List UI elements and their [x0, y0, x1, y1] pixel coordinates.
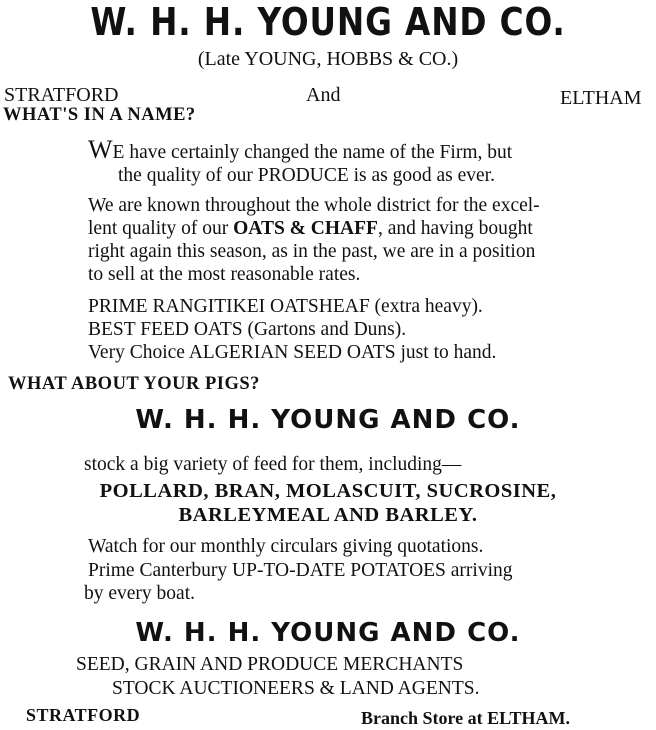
paragraph-text: We are known throughout the whole district for the excel- — [88, 195, 540, 216]
oats-list — [88, 295, 656, 364]
circulars-notice: Watch for our monthly circulars giving quotations. — [88, 536, 484, 557]
potatoes-notice: by every boat. — [84, 583, 196, 604]
paragraph-text: to sell at the most reasonable rates. — [88, 264, 361, 285]
list-item: BEST FEED OATS (Gartons and Duns). — [88, 319, 407, 340]
section-heading-name: WHAT'S IN A NAME? — [3, 105, 196, 125]
footer-firm-name: W. H. H. YOUNG AND CO. — [135, 618, 521, 648]
feed-list-line: BARLEYMEAL AND BARLEY. — [178, 504, 478, 526]
feed-list-line: POLLARD, BRAN, MOLASCUIT, SUCROSINE, — [99, 480, 557, 502]
paragraph-name-change — [88, 135, 656, 187]
paragraph-reputation — [88, 194, 656, 286]
footer-description: STOCK AUCTIONEERS & LAND AGENTS. — [112, 678, 480, 699]
location-stratford: STRATFORD — [4, 84, 119, 106]
drop-initial: W — [88, 135, 113, 164]
section-heading-pigs: WHAT ABOUT YOUR PIGS? — [8, 374, 260, 394]
paragraph-text: , and having bought — [377, 218, 533, 239]
paragraph-text: the quality of our PRODUCE is as good as ever. — [118, 165, 495, 186]
page-title: W. H. H. YOUNG AND CO. — [90, 0, 566, 44]
stock-statement: stock a big variety of feed for them, including— — [84, 454, 462, 475]
list-item: Very Choice ALGERIAN SEED OATS just to hand. — [88, 342, 497, 363]
footer-location-stratford: STRATFORD — [26, 705, 141, 725]
oats-chaff-emphasis: OATS & CHAFF — [233, 218, 378, 239]
footer-branch-store: Branch Store at ELTHAM. — [361, 708, 571, 728]
former-name: (Late YOUNG, HOBBS & CO.) — [197, 48, 459, 70]
potatoes-notice: Prime Canterbury UP-TO-DATE POTATOES arriving — [88, 560, 513, 581]
list-item: PRIME RANGITIKEI OATSHEAF (extra heavy). — [88, 296, 483, 317]
firm-name-heading: W. H. H. YOUNG AND CO. — [135, 405, 521, 435]
footer-description: SEED, GRAIN AND PRODUCE MERCHANTS — [76, 654, 464, 675]
paragraph-text: lent quality of our — [88, 218, 234, 239]
location-and: And — [306, 84, 341, 106]
paragraph-text: E have certainly changed the name of the Firm, but — [112, 142, 513, 163]
paragraph-text: right again this season, as in the past, we are in a position — [88, 241, 536, 262]
location-eltham: ELTHAM — [560, 87, 642, 109]
